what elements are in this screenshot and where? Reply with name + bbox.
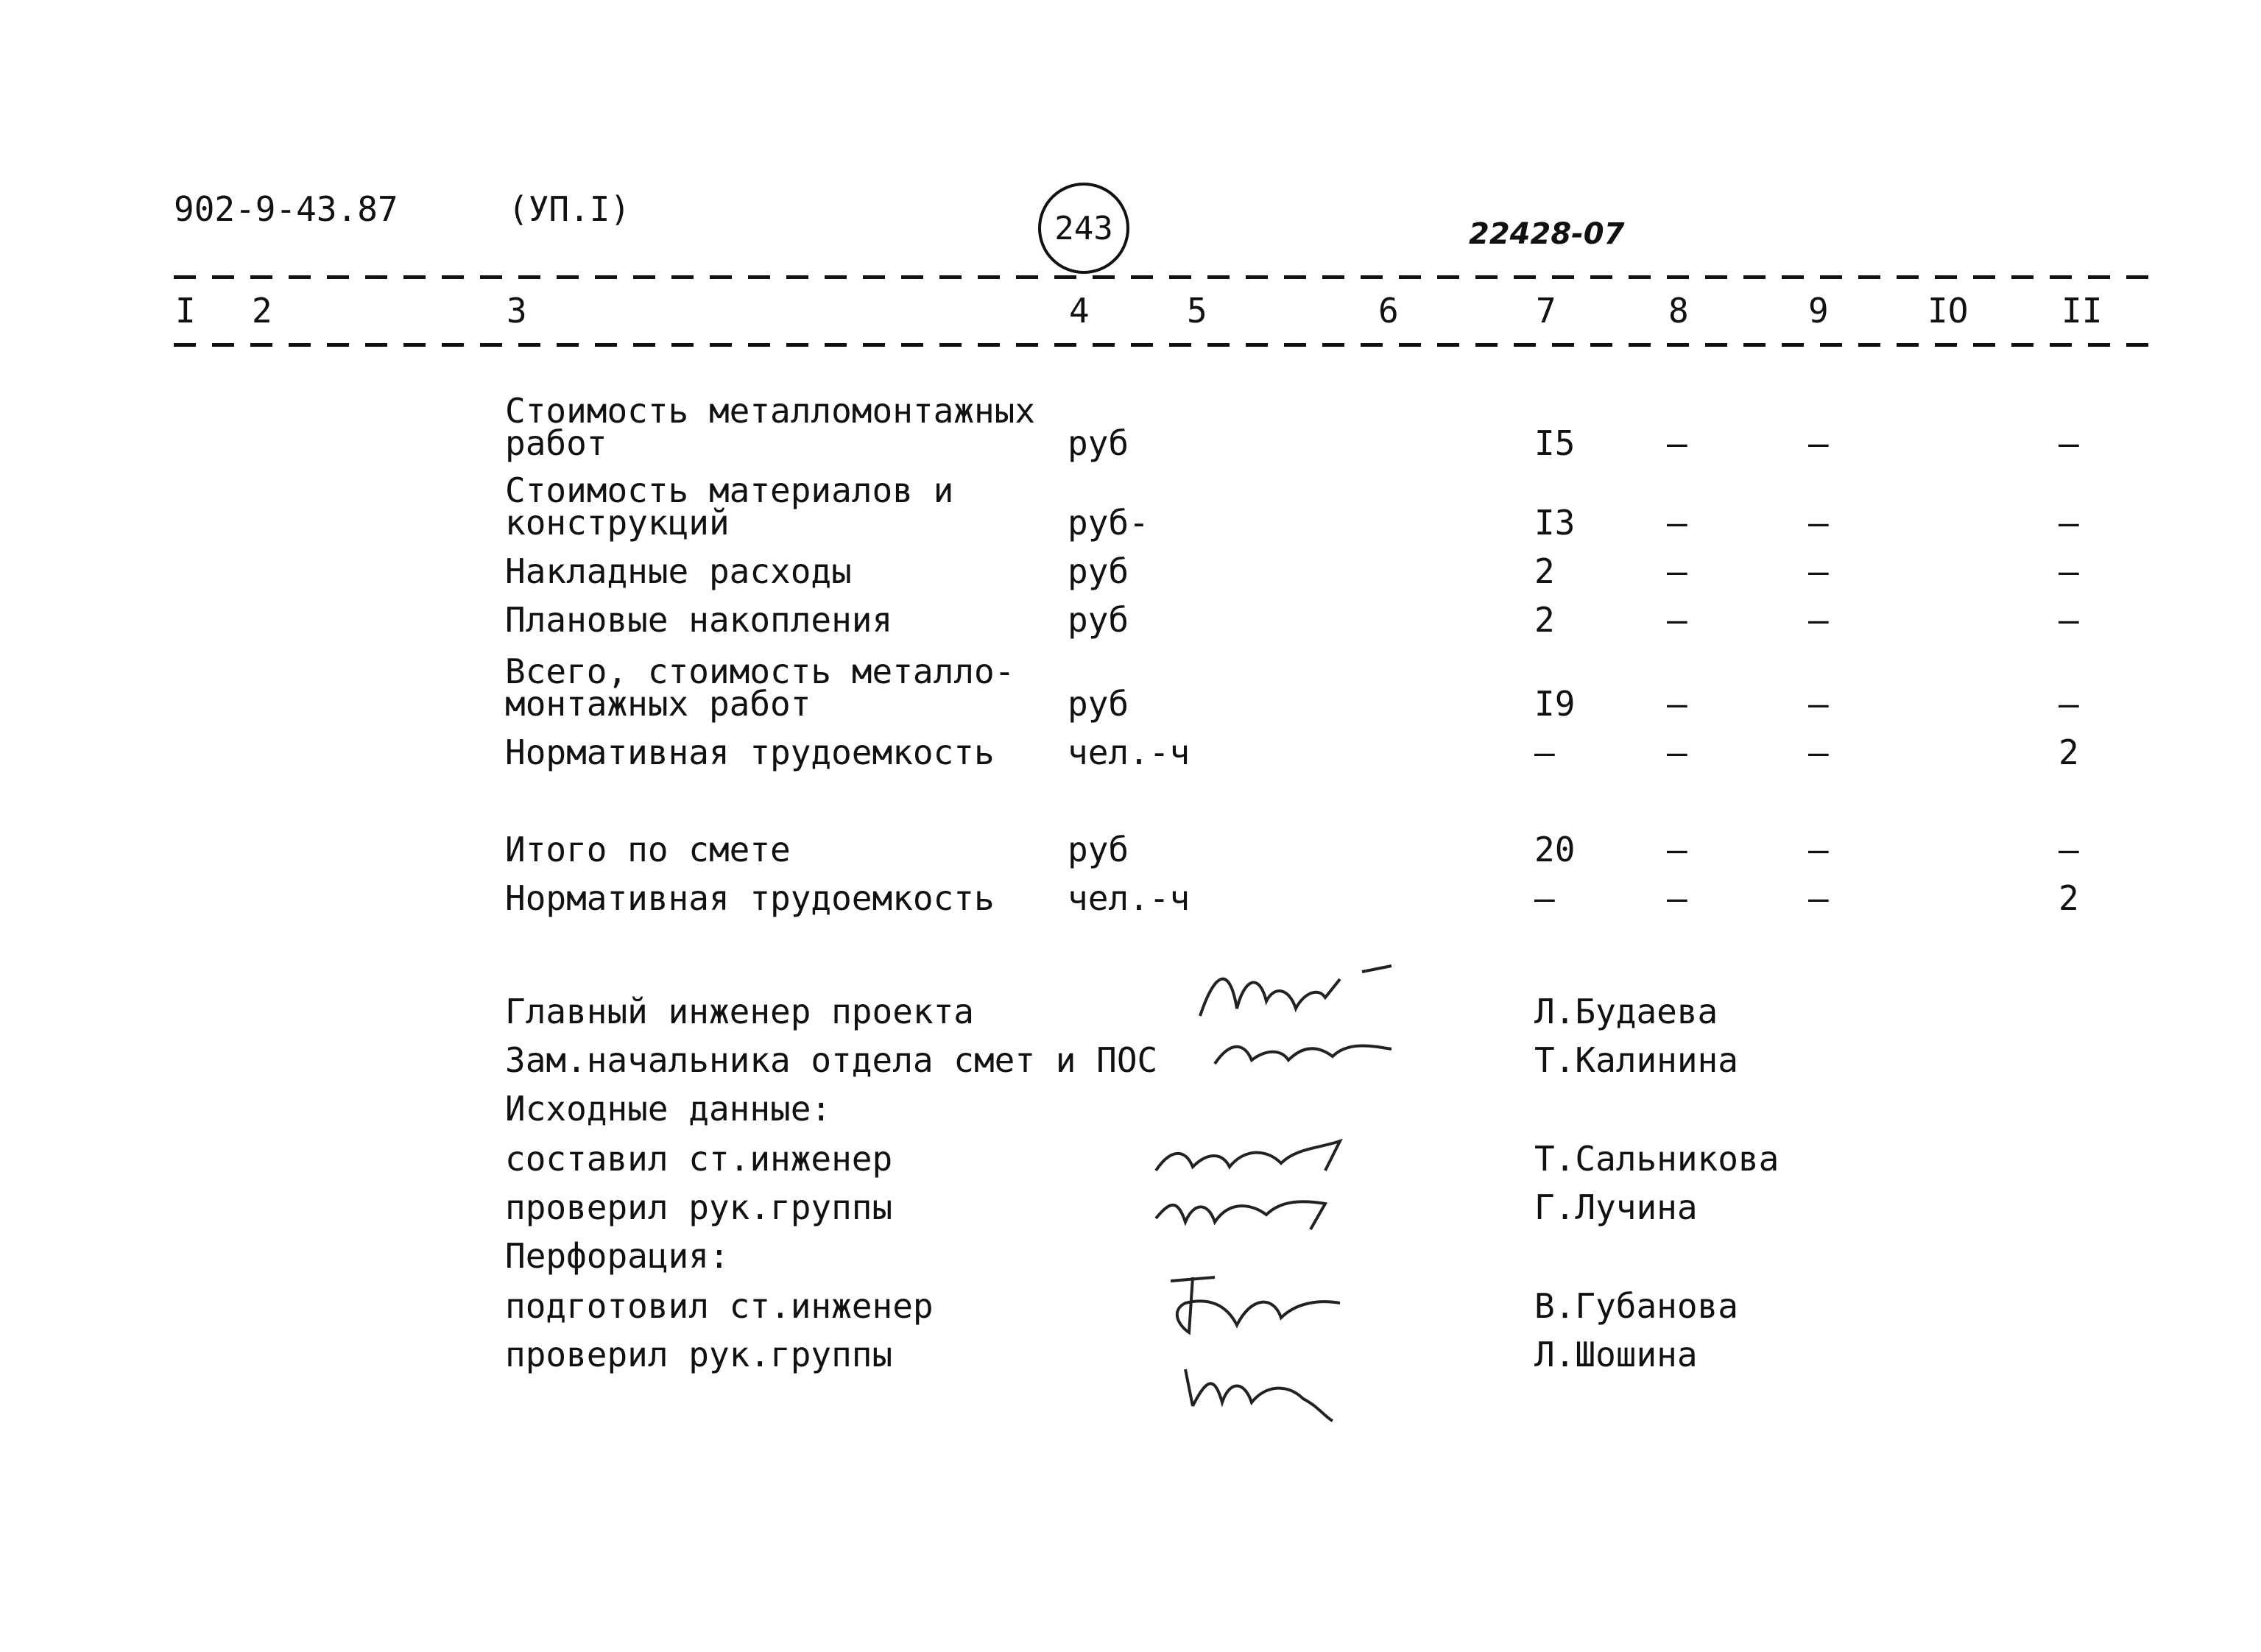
stamp-code: 22428-07 bbox=[1469, 217, 1625, 251]
row-col8: – bbox=[1667, 733, 1687, 772]
signature-role: Зам.начальника отдела смет и ПОС bbox=[505, 1040, 1158, 1080]
handwritten-signature bbox=[1207, 1027, 1399, 1079]
row-col7: I9 bbox=[1534, 684, 1576, 724]
row-name: Стоимость материалов и bbox=[505, 470, 954, 510]
row-name: Всего, стоимость металло- bbox=[505, 652, 1015, 691]
section-label: Исходные данные: bbox=[505, 1089, 832, 1129]
page-number-circle bbox=[1038, 183, 1129, 274]
signature-name: Г.Лучина bbox=[1534, 1187, 1698, 1227]
row-col7: 2 bbox=[1534, 551, 1555, 591]
handwritten-signature bbox=[1193, 957, 1399, 1038]
document-number: 902-9-43.87 bbox=[174, 189, 398, 229]
header-bottom-rule bbox=[174, 343, 2162, 347]
signature-name: Л.Будаева bbox=[1534, 992, 1718, 1031]
row-unit: руб bbox=[1068, 830, 1129, 869]
row-col7: I3 bbox=[1534, 503, 1576, 543]
row-col8: – bbox=[1667, 551, 1687, 591]
section-label: Перфорация: bbox=[505, 1236, 730, 1276]
header-top-rule bbox=[174, 275, 2162, 279]
row-col11: – bbox=[2059, 503, 2079, 543]
row-col8: – bbox=[1667, 830, 1687, 869]
signature-name: Л.Шошина bbox=[1534, 1335, 1698, 1374]
volume-label: (УП.I) bbox=[508, 189, 631, 229]
row-col8: – bbox=[1667, 878, 1687, 918]
row-col8: – bbox=[1667, 423, 1687, 463]
row-unit: чел.-ч bbox=[1068, 733, 1191, 772]
row-col7: 20 bbox=[1534, 830, 1576, 869]
col-header-3: 3 bbox=[507, 291, 527, 331]
signature-role: проверил рук.группы bbox=[505, 1335, 893, 1374]
signature-name: Т.Сальникова bbox=[1534, 1139, 1779, 1179]
row-col8: – bbox=[1667, 684, 1687, 724]
row-unit: руб bbox=[1068, 600, 1129, 640]
row-name: Нормативная трудоемкость bbox=[505, 878, 995, 918]
row-col11: – bbox=[2059, 423, 2079, 463]
signature-role: составил ст.инженер bbox=[505, 1139, 893, 1179]
signature-role: Главный инженер проекта bbox=[505, 992, 974, 1031]
row-col7: – bbox=[1534, 878, 1555, 918]
row-unit: руб bbox=[1068, 551, 1129, 591]
row-col11: 2 bbox=[2059, 878, 2079, 918]
row-col9: – bbox=[1808, 878, 1829, 918]
row-name-cont: конструкций bbox=[505, 503, 730, 543]
row-col7: 2 bbox=[1534, 600, 1555, 640]
signature-role: проверил рук.группы bbox=[505, 1187, 893, 1227]
row-col9: – bbox=[1808, 423, 1829, 463]
col-header-6: 6 bbox=[1378, 291, 1399, 331]
handwritten-signature bbox=[1149, 1178, 1340, 1237]
row-name-cont: работ bbox=[505, 423, 607, 463]
row-unit: чел.-ч bbox=[1068, 878, 1191, 918]
row-unit: руб bbox=[1068, 684, 1129, 724]
row-col11: – bbox=[2059, 830, 2079, 869]
handwritten-signature bbox=[1171, 1347, 1347, 1428]
row-col11: – bbox=[2059, 600, 2079, 640]
col-header-4: 4 bbox=[1069, 291, 1090, 331]
row-col7: – bbox=[1534, 733, 1555, 772]
row-name: Накладные расходы bbox=[505, 551, 852, 591]
col-header-5: 5 bbox=[1187, 291, 1207, 331]
col-header-8: 8 bbox=[1668, 291, 1689, 331]
row-unit: руб- bbox=[1068, 503, 1149, 543]
col-header-7: 7 bbox=[1536, 291, 1556, 331]
page-number: 243 bbox=[1054, 209, 1113, 247]
row-name: Плановые накопления bbox=[505, 600, 893, 640]
row-col11: 2 bbox=[2059, 733, 2079, 772]
row-name: Итого по смете bbox=[505, 830, 791, 869]
handwritten-signature bbox=[1149, 1266, 1355, 1347]
col-header-11: II bbox=[2061, 291, 2103, 331]
row-name-cont: монтажных работ bbox=[505, 684, 811, 724]
row-name: Стоимость металломонтажных bbox=[505, 391, 1036, 431]
row-unit: руб bbox=[1068, 423, 1129, 463]
signature-role: подготовил ст.инженер bbox=[505, 1286, 934, 1326]
signature-name: Т.Калинина bbox=[1534, 1040, 1738, 1080]
row-col11: – bbox=[2059, 551, 2079, 591]
row-col9: – bbox=[1808, 503, 1829, 543]
row-col9: – bbox=[1808, 684, 1829, 724]
signature-name: В.Губанова bbox=[1534, 1286, 1738, 1326]
row-col9: – bbox=[1808, 551, 1829, 591]
row-col9: – bbox=[1808, 600, 1829, 640]
col-header-2: 2 bbox=[252, 291, 272, 331]
col-header-10: IO bbox=[1927, 291, 1969, 331]
handwritten-signature bbox=[1149, 1126, 1355, 1185]
row-col9: – bbox=[1808, 830, 1829, 869]
row-col7: I5 bbox=[1534, 423, 1576, 463]
row-col8: – bbox=[1667, 600, 1687, 640]
row-col8: – bbox=[1667, 503, 1687, 543]
row-name: Нормативная трудоемкость bbox=[505, 733, 995, 772]
row-col9: – bbox=[1808, 733, 1829, 772]
col-header-9: 9 bbox=[1808, 291, 1829, 331]
col-header-1: I bbox=[175, 291, 196, 331]
row-col11: – bbox=[2059, 684, 2079, 724]
